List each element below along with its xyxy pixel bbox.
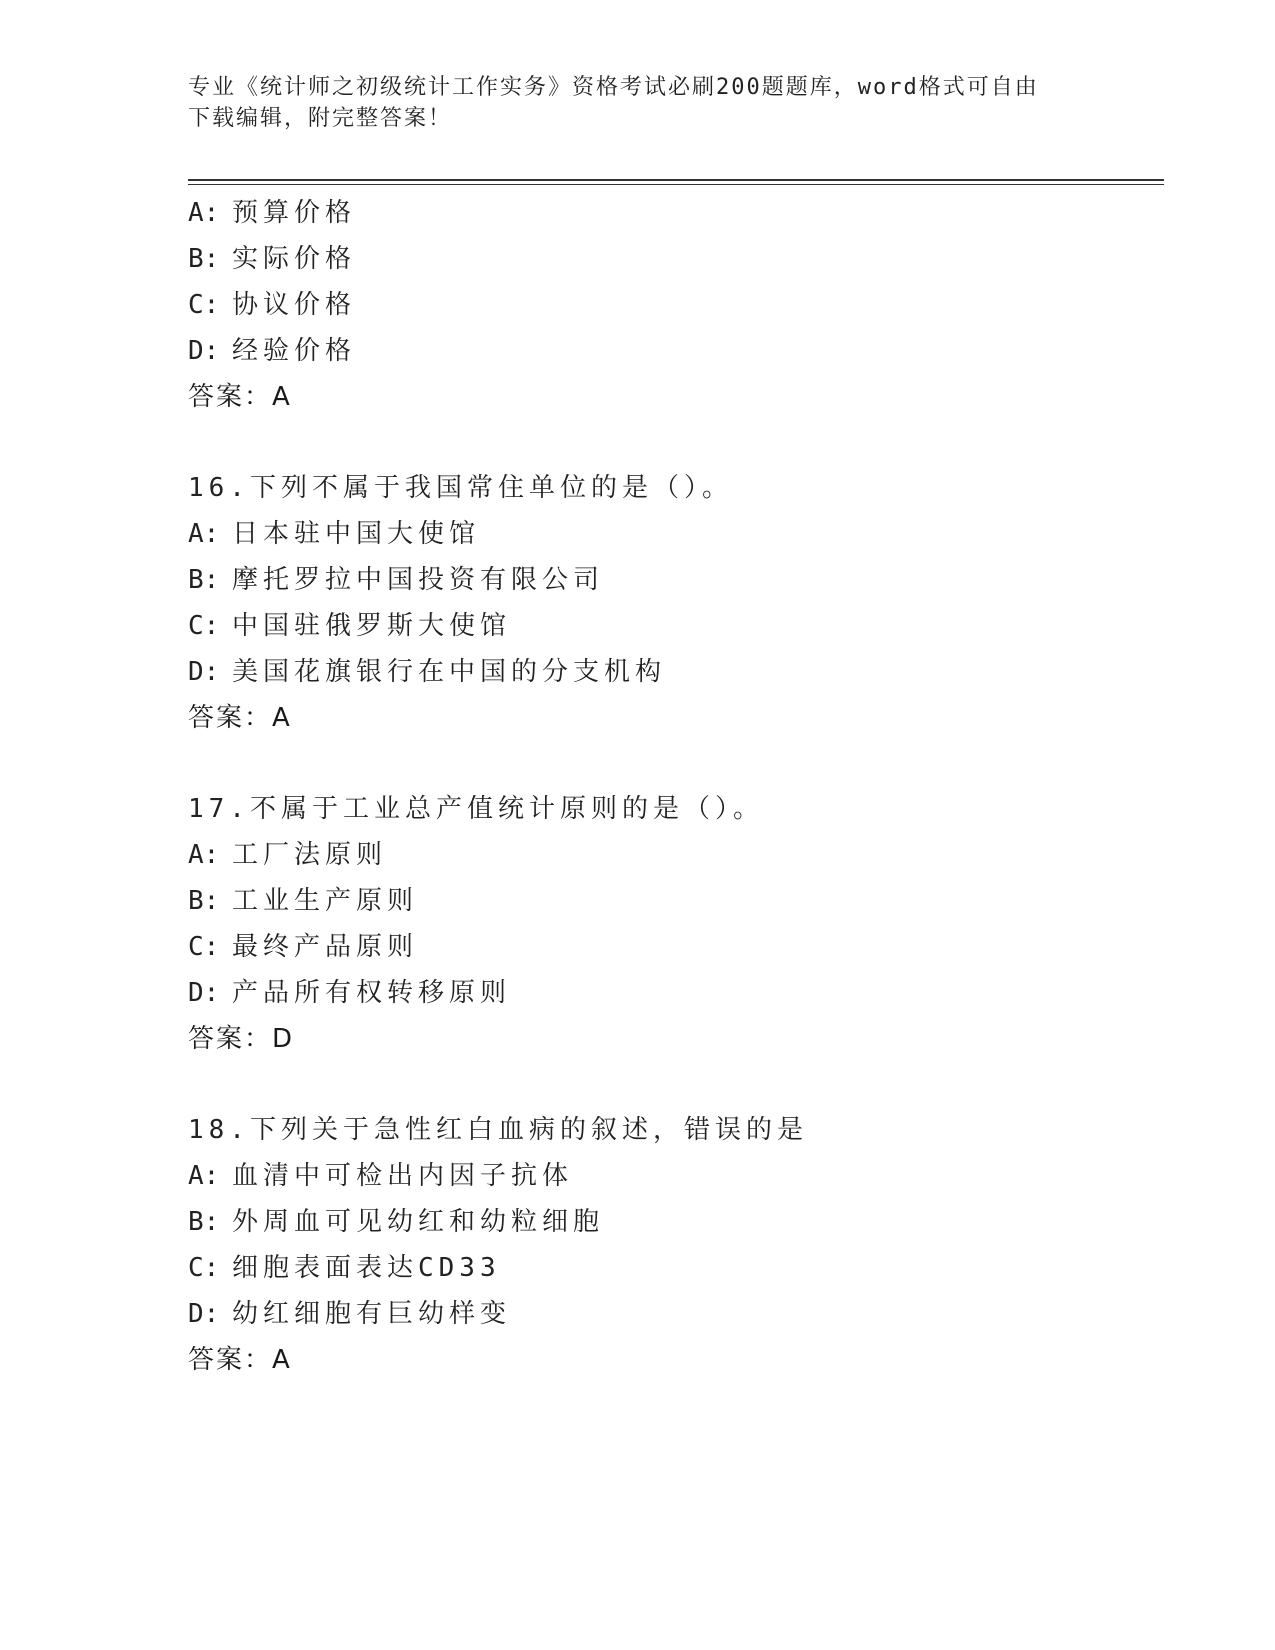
- option-text: 产品所有权转移原则: [232, 978, 512, 1008]
- option-text: 细胞表面表达CD33: [232, 1253, 501, 1283]
- option-text: 工厂法原则: [232, 840, 388, 870]
- option-text: 预算价格: [232, 198, 357, 228]
- question-block-16: [188, 465, 1148, 741]
- option-text: 经验价格: [232, 336, 357, 366]
- question-block-17: [188, 786, 1148, 1062]
- header-divider-thick: [188, 179, 1164, 181]
- question-text: 18.下列关于急性红白血病的叙述，错误的是: [188, 1115, 808, 1145]
- option-letter: C:: [188, 611, 220, 641]
- option-letter: A:: [188, 1161, 220, 1191]
- answer-line: 答案：D: [188, 1024, 295, 1054]
- question-text: 17.不属于工业总产值统计原则的是（）。: [188, 794, 764, 824]
- option-text: 外周血可见幼红和幼粒细胞: [232, 1207, 605, 1237]
- option-letter: D:: [188, 657, 220, 687]
- question-text: 16.下列不属于我国常住单位的是（）。: [188, 473, 733, 503]
- option-letter: D:: [188, 1299, 220, 1329]
- option-text: 幼红细胞有巨幼样变: [232, 1299, 512, 1329]
- option-text: 摩托罗拉中国投资有限公司: [232, 565, 605, 595]
- document-header: [188, 72, 1078, 134]
- option-a: [188, 1153, 1148, 1199]
- option-c: [188, 603, 1148, 649]
- option-c: [188, 1245, 1148, 1291]
- answer-line: 答案：A: [188, 1345, 292, 1375]
- option-text: 协议价格: [232, 290, 357, 320]
- option-c: [188, 924, 1148, 970]
- header-line-1: 专业《统计师之初级统计工作实务》资格考试必刷200题题库，word格式可自由: [188, 75, 1039, 100]
- option-c: [188, 282, 1148, 328]
- answer-line: 答案：A: [188, 382, 292, 412]
- option-text: 血清中可检出内因子抗体: [232, 1161, 574, 1191]
- option-b: [188, 236, 1148, 282]
- option-text: 美国花旗银行在中国的分支机构: [232, 657, 667, 687]
- header-divider-thin: [188, 184, 1164, 185]
- option-text: 中国驻俄罗斯大使馆: [232, 611, 512, 641]
- option-text: 实际价格: [232, 244, 357, 274]
- option-letter: D:: [188, 336, 220, 366]
- option-b: [188, 1199, 1148, 1245]
- answer-line: 答案：A: [188, 703, 292, 733]
- option-letter: C:: [188, 290, 220, 320]
- option-a: [188, 511, 1148, 557]
- option-letter: B:: [188, 565, 220, 595]
- option-letter: A:: [188, 198, 220, 228]
- option-d: [188, 970, 1148, 1016]
- option-d: [188, 649, 1148, 695]
- option-letter: C:: [188, 932, 220, 962]
- header-line-2: 下载编辑，附完整答案！: [188, 106, 453, 131]
- option-letter: A:: [188, 840, 220, 870]
- question-block-18: [188, 1107, 1148, 1383]
- option-d: [188, 1291, 1148, 1337]
- option-letter: B:: [188, 886, 220, 916]
- option-d: [188, 328, 1148, 374]
- option-letter: B:: [188, 244, 220, 274]
- option-text: 工业生产原则: [232, 886, 419, 916]
- option-a: [188, 190, 1148, 236]
- question-block-15: [188, 190, 1148, 420]
- option-b: [188, 878, 1148, 924]
- option-a: [188, 832, 1148, 878]
- option-letter: C:: [188, 1253, 220, 1283]
- question-list: [188, 190, 1148, 1383]
- option-text: 日本驻中国大使馆: [232, 519, 481, 549]
- option-letter: B:: [188, 1207, 220, 1237]
- option-text: 最终产品原则: [232, 932, 419, 962]
- option-letter: A:: [188, 519, 220, 549]
- option-b: [188, 557, 1148, 603]
- option-letter: D:: [188, 978, 220, 1008]
